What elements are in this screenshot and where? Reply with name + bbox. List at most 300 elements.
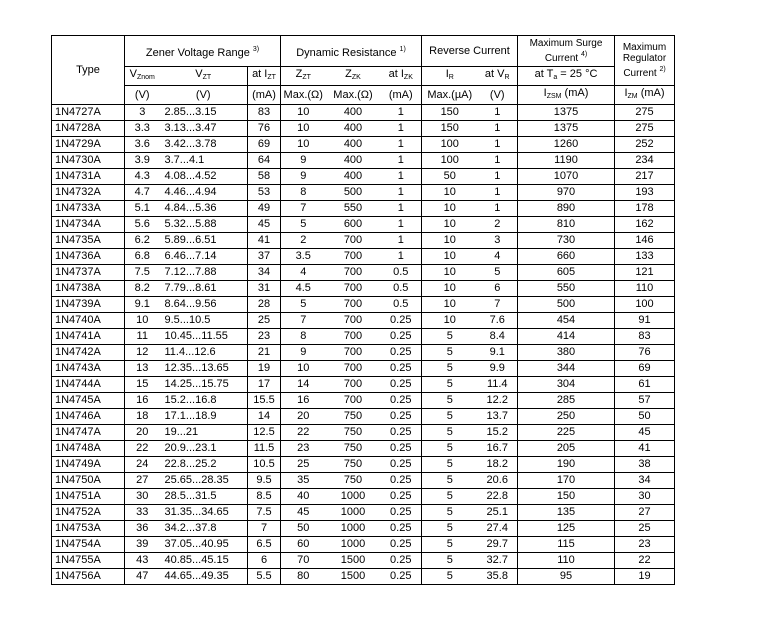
cell-izt: 53 — [248, 185, 281, 201]
cell-izk: 1 — [381, 137, 422, 153]
cell-zzt: 4.5 — [281, 281, 326, 297]
cell-izt: 41 — [248, 233, 281, 249]
cell-vr: 6 — [478, 281, 518, 297]
cell-izm: 19 — [615, 569, 675, 585]
cell-zzk: 400 — [326, 121, 381, 137]
cell-izsm: 110 — [518, 553, 615, 569]
table-row — [52, 153, 675, 169]
cell-type: 1N4749A — [52, 457, 125, 473]
cell-type: 1N4755A — [52, 553, 125, 569]
cell-vr: 12.2 — [478, 393, 518, 409]
cell-vr: 1 — [478, 185, 518, 201]
cell-zzk: 700 — [326, 345, 381, 361]
header-type: Type — [52, 36, 125, 105]
cell-izm: 275 — [615, 121, 675, 137]
cell-vzt-range: 6.46...7.14 — [160, 249, 248, 265]
cell-zzt: 14 — [281, 377, 326, 393]
cell-ir: 10 — [422, 201, 478, 217]
cell-izt: 64 — [248, 153, 281, 169]
cell-zzk: 700 — [326, 249, 381, 265]
cell-izt: 9.5 — [248, 473, 281, 489]
cell-zzt: 10 — [281, 105, 326, 121]
cell-izk: 0.25 — [381, 521, 422, 537]
table-row — [52, 329, 675, 345]
cell-izk: 1 — [381, 249, 422, 265]
cell-zzk: 600 — [326, 217, 381, 233]
cell-vz-nom: 9.1 — [125, 297, 160, 313]
cell-zzt: 45 — [281, 505, 326, 521]
cell-vr: 13.7 — [478, 409, 518, 425]
cell-vzt-range: 40.85...45.15 — [160, 553, 248, 569]
cell-vr: 5 — [478, 265, 518, 281]
cell-vr: 3 — [478, 233, 518, 249]
header-at-izk: at $I_{ZK}$ — [381, 67, 422, 86]
header-at-ta: at $T_a = 25$ °C — [518, 67, 615, 86]
cell-ir: 5 — [422, 345, 478, 361]
cell-izk: 0.25 — [381, 393, 422, 409]
cell-zzk: 750 — [326, 409, 381, 425]
cell-vr: 27.4 — [478, 521, 518, 537]
cell-zzt: 10 — [281, 361, 326, 377]
cell-izk: 0.25 — [381, 473, 422, 489]
cell-vzt-range: 17.1...18.9 — [160, 409, 248, 425]
cell-izt: 15.5 — [248, 393, 281, 409]
cell-izt: 17 — [248, 377, 281, 393]
cell-izsm: 500 — [518, 297, 615, 313]
cell-vr: 35.8 — [478, 569, 518, 585]
cell-vzt-range: 34.2...37.8 — [160, 521, 248, 537]
cell-izk: 0.5 — [381, 265, 422, 281]
cell-ir: 100 — [422, 137, 478, 153]
cell-vr: 32.7 — [478, 553, 518, 569]
cell-izm: 234 — [615, 153, 675, 169]
table-row — [52, 121, 675, 137]
cell-izt: 11.5 — [248, 441, 281, 457]
cell-izt: 6 — [248, 553, 281, 569]
header-ir: $I_R$ — [422, 67, 478, 86]
cell-ir: 5 — [422, 425, 478, 441]
cell-zzk: 750 — [326, 441, 381, 457]
cell-izt: 34 — [248, 265, 281, 281]
cell-zzk: 700 — [326, 313, 381, 329]
table-row — [52, 553, 675, 569]
cell-izt: 6.5 — [248, 537, 281, 553]
cell-vzt-range: 5.32...5.88 — [160, 217, 248, 233]
cell-izk: 0.25 — [381, 425, 422, 441]
cell-izk: 1 — [381, 105, 422, 121]
cell-zzt: 25 — [281, 457, 326, 473]
header-zzt: $Z_{ZT}$ — [281, 67, 326, 86]
cell-zzk: 700 — [326, 393, 381, 409]
cell-vr: 1 — [478, 137, 518, 153]
unit-vr: (V) — [478, 86, 518, 105]
cell-izsm: 150 — [518, 489, 615, 505]
cell-ir: 5 — [422, 489, 478, 505]
unit-izsm: $I_{ZSM}$ (mA) — [518, 86, 615, 105]
cell-izt: 76 — [248, 121, 281, 137]
cell-izm: 133 — [615, 249, 675, 265]
cell-izt: 83 — [248, 105, 281, 121]
cell-vzt-range: 12.35...13.65 — [160, 361, 248, 377]
cell-izm: 162 — [615, 217, 675, 233]
cell-izk: 1 — [381, 153, 422, 169]
cell-izt: 7 — [248, 521, 281, 537]
cell-izt: 14 — [248, 409, 281, 425]
cell-ir: 10 — [422, 249, 478, 265]
cell-zzt: 10 — [281, 121, 326, 137]
zener-spec-table — [51, 35, 675, 585]
cell-izm: 69 — [615, 361, 675, 377]
cell-ir: 150 — [422, 121, 478, 137]
cell-vr: 2 — [478, 217, 518, 233]
cell-izsm: 605 — [518, 265, 615, 281]
cell-type: 1N4731A — [52, 169, 125, 185]
cell-vr: 9.1 — [478, 345, 518, 361]
cell-izk: 0.25 — [381, 505, 422, 521]
cell-vzt-range: 14.25...15.75 — [160, 377, 248, 393]
cell-zzt: 8 — [281, 185, 326, 201]
cell-zzk: 700 — [326, 233, 381, 249]
cell-ir: 5 — [422, 553, 478, 569]
cell-vz-nom: 3.6 — [125, 137, 160, 153]
cell-vr: 9.9 — [478, 361, 518, 377]
cell-zzk: 1500 — [326, 569, 381, 585]
table-row — [52, 361, 675, 377]
cell-izt: 12.5 — [248, 425, 281, 441]
cell-vzt-range: 44.65...49.35 — [160, 569, 248, 585]
cell-zzk: 700 — [326, 265, 381, 281]
table-row — [52, 569, 675, 585]
cell-ir: 10 — [422, 313, 478, 329]
cell-izsm: 344 — [518, 361, 615, 377]
cell-zzk: 750 — [326, 457, 381, 473]
cell-ir: 5 — [422, 569, 478, 585]
cell-izt: 58 — [248, 169, 281, 185]
cell-izt: 19 — [248, 361, 281, 377]
cell-type: 1N4738A — [52, 281, 125, 297]
cell-izsm: 225 — [518, 425, 615, 441]
cell-vzt-range: 8.64...9.56 — [160, 297, 248, 313]
header-zener-voltage-range: Zener Voltage Range $^{3)}$ — [125, 36, 281, 67]
cell-vz-nom: 4.7 — [125, 185, 160, 201]
cell-type: 1N4737A — [52, 265, 125, 281]
table-row — [52, 185, 675, 201]
cell-type: 1N4743A — [52, 361, 125, 377]
table-row — [52, 409, 675, 425]
cell-vr: 7.6 — [478, 313, 518, 329]
cell-vzt-range: 7.12...7.88 — [160, 265, 248, 281]
cell-izm: 45 — [615, 425, 675, 441]
cell-izsm: 170 — [518, 473, 615, 489]
cell-ir: 10 — [422, 233, 478, 249]
table-row — [52, 425, 675, 441]
cell-type: 1N4728A — [52, 121, 125, 137]
cell-vzt-range: 10.45...11.55 — [160, 329, 248, 345]
cell-zzt: 10 — [281, 137, 326, 153]
cell-vz-nom: 39 — [125, 537, 160, 553]
cell-izsm: 810 — [518, 217, 615, 233]
cell-vz-nom: 3.9 — [125, 153, 160, 169]
cell-vr: 20.6 — [478, 473, 518, 489]
cell-zzk: 400 — [326, 169, 381, 185]
cell-izm: 27 — [615, 505, 675, 521]
table-row — [52, 281, 675, 297]
cell-izsm: 285 — [518, 393, 615, 409]
cell-izk: 0.25 — [381, 313, 422, 329]
cell-zzk: 700 — [326, 297, 381, 313]
cell-type: 1N4741A — [52, 329, 125, 345]
cell-type: 1N4750A — [52, 473, 125, 489]
cell-izk: 0.25 — [381, 441, 422, 457]
unit-zzt: Max.(Ω) — [281, 86, 326, 105]
cell-vz-nom: 15 — [125, 377, 160, 393]
table-body — [52, 105, 675, 585]
cell-vr: 29.7 — [478, 537, 518, 553]
cell-zzt: 35 — [281, 473, 326, 489]
table-row — [52, 297, 675, 313]
cell-izsm: 1070 — [518, 169, 615, 185]
unit-izt: (mA) — [248, 86, 281, 105]
cell-type: 1N4747A — [52, 425, 125, 441]
cell-vzt-range: 15.2...16.8 — [160, 393, 248, 409]
cell-zzk: 550 — [326, 201, 381, 217]
cell-izsm: 660 — [518, 249, 615, 265]
cell-type: 1N4746A — [52, 409, 125, 425]
cell-izk: 0.25 — [381, 329, 422, 345]
cell-zzk: 700 — [326, 329, 381, 345]
cell-izm: 193 — [615, 185, 675, 201]
cell-zzt: 23 — [281, 441, 326, 457]
header-reverse-current: Reverse Current — [422, 36, 518, 67]
cell-type: 1N4739A — [52, 297, 125, 313]
cell-izk: 0.25 — [381, 553, 422, 569]
cell-izk: 1 — [381, 121, 422, 137]
cell-izt: 69 — [248, 137, 281, 153]
cell-type: 1N4727A — [52, 105, 125, 121]
cell-izsm: 454 — [518, 313, 615, 329]
cell-vzt-range: 11.4...12.6 — [160, 345, 248, 361]
table-row — [52, 105, 675, 121]
cell-izsm: 730 — [518, 233, 615, 249]
cell-izt: 31 — [248, 281, 281, 297]
cell-izt: 37 — [248, 249, 281, 265]
unit-zzk: Max.(Ω) — [326, 86, 381, 105]
cell-type: 1N4752A — [52, 505, 125, 521]
cell-vz-nom: 5.6 — [125, 217, 160, 233]
cell-izm: 41 — [615, 441, 675, 457]
cell-ir: 5 — [422, 409, 478, 425]
cell-zzk: 400 — [326, 105, 381, 121]
unit-vzt: (V) — [160, 86, 248, 105]
cell-vz-nom: 24 — [125, 457, 160, 473]
cell-izk: 0.25 — [381, 457, 422, 473]
cell-izk: 0.25 — [381, 537, 422, 553]
cell-zzk: 1000 — [326, 521, 381, 537]
cell-izt: 5.5 — [248, 569, 281, 585]
table-row — [52, 489, 675, 505]
cell-zzk: 500 — [326, 185, 381, 201]
cell-ir: 100 — [422, 153, 478, 169]
cell-izm: 23 — [615, 537, 675, 553]
cell-vz-nom: 20 — [125, 425, 160, 441]
cell-ir: 5 — [422, 377, 478, 393]
cell-izk: 0.5 — [381, 281, 422, 297]
cell-izk: 1 — [381, 169, 422, 185]
cell-ir: 5 — [422, 329, 478, 345]
cell-vzt-range: 5.89...6.51 — [160, 233, 248, 249]
cell-izsm: 95 — [518, 569, 615, 585]
cell-izm: 34 — [615, 473, 675, 489]
cell-izsm: 250 — [518, 409, 615, 425]
cell-vzt-range: 7.79...8.61 — [160, 281, 248, 297]
cell-izsm: 1375 — [518, 121, 615, 137]
table-row — [52, 441, 675, 457]
cell-vr: 22.8 — [478, 489, 518, 505]
cell-izm: 110 — [615, 281, 675, 297]
cell-izsm: 1190 — [518, 153, 615, 169]
cell-izm: 252 — [615, 137, 675, 153]
unit-ir: Max.(µA) — [422, 86, 478, 105]
cell-vr: 7 — [478, 297, 518, 313]
cell-izsm: 190 — [518, 457, 615, 473]
cell-vz-nom: 4.3 — [125, 169, 160, 185]
cell-vz-nom: 10 — [125, 313, 160, 329]
cell-ir: 10 — [422, 297, 478, 313]
cell-izsm: 125 — [518, 521, 615, 537]
cell-izk: 0.25 — [381, 489, 422, 505]
cell-vz-nom: 12 — [125, 345, 160, 361]
cell-izk: 0.25 — [381, 345, 422, 361]
cell-vzt-range: 4.46...4.94 — [160, 185, 248, 201]
cell-zzt: 5 — [281, 297, 326, 313]
cell-izsm: 205 — [518, 441, 615, 457]
cell-vz-nom: 3.3 — [125, 121, 160, 137]
cell-ir: 5 — [422, 441, 478, 457]
cell-izk: 0.25 — [381, 361, 422, 377]
cell-izm: 100 — [615, 297, 675, 313]
cell-izm: 61 — [615, 377, 675, 393]
table-row — [52, 521, 675, 537]
table-row — [52, 537, 675, 553]
cell-ir: 10 — [422, 281, 478, 297]
cell-type: 1N4753A — [52, 521, 125, 537]
cell-zzk: 1000 — [326, 537, 381, 553]
header-max-regulator-current: Maximum Regulator Current $^{2)}$ — [615, 36, 675, 86]
cell-izm: 50 — [615, 409, 675, 425]
table-row — [52, 249, 675, 265]
cell-zzt: 5 — [281, 217, 326, 233]
cell-izm: 83 — [615, 329, 675, 345]
cell-type: 1N4748A — [52, 441, 125, 457]
cell-izm: 76 — [615, 345, 675, 361]
cell-type: 1N4736A — [52, 249, 125, 265]
cell-type: 1N4734A — [52, 217, 125, 233]
cell-vz-nom: 33 — [125, 505, 160, 521]
cell-vr: 25.1 — [478, 505, 518, 521]
cell-vr: 4 — [478, 249, 518, 265]
cell-ir: 5 — [422, 521, 478, 537]
cell-zzk: 1000 — [326, 489, 381, 505]
cell-izt: 8.5 — [248, 489, 281, 505]
header-max-surge-current: Maximum Surge Current $^{4)}$ — [518, 36, 615, 67]
cell-izsm: 115 — [518, 537, 615, 553]
cell-zzk: 700 — [326, 361, 381, 377]
cell-vr: 1 — [478, 121, 518, 137]
cell-izt: 45 — [248, 217, 281, 233]
cell-zzt: 80 — [281, 569, 326, 585]
cell-ir: 10 — [422, 217, 478, 233]
cell-vzt-range: 9.5...10.5 — [160, 313, 248, 329]
cell-vz-nom: 6.2 — [125, 233, 160, 249]
cell-vz-nom: 13 — [125, 361, 160, 377]
cell-izt: 28 — [248, 297, 281, 313]
cell-izt: 23 — [248, 329, 281, 345]
cell-zzt: 16 — [281, 393, 326, 409]
table-row — [52, 217, 675, 233]
cell-izsm: 380 — [518, 345, 615, 361]
cell-izk: 0.25 — [381, 377, 422, 393]
cell-izm: 275 — [615, 105, 675, 121]
header-dynamic-resistance: Dynamic Resistance $^{1)}$ — [281, 36, 422, 67]
cell-vr: 18.2 — [478, 457, 518, 473]
cell-vzt-range: 37.05...40.95 — [160, 537, 248, 553]
cell-ir: 5 — [422, 473, 478, 489]
cell-zzt: 70 — [281, 553, 326, 569]
table-row — [52, 393, 675, 409]
cell-type: 1N4740A — [52, 313, 125, 329]
cell-izsm: 1375 — [518, 105, 615, 121]
cell-zzk: 700 — [326, 281, 381, 297]
cell-vr: 1 — [478, 169, 518, 185]
cell-vz-nom: 8.2 — [125, 281, 160, 297]
cell-vr: 16.7 — [478, 441, 518, 457]
cell-izsm: 414 — [518, 329, 615, 345]
cell-zzt: 7 — [281, 313, 326, 329]
cell-zzk: 750 — [326, 473, 381, 489]
cell-vr: 15.2 — [478, 425, 518, 441]
cell-ir: 5 — [422, 505, 478, 521]
cell-ir: 5 — [422, 361, 478, 377]
cell-izt: 7.5 — [248, 505, 281, 521]
table-row — [52, 137, 675, 153]
cell-izsm: 550 — [518, 281, 615, 297]
cell-izsm: 970 — [518, 185, 615, 201]
header-vzt: $V_{ZT}$ — [160, 67, 248, 86]
cell-vz-nom: 6.8 — [125, 249, 160, 265]
header-vz-nom: $V_{Znom}$ — [125, 67, 160, 86]
cell-zzt: 4 — [281, 265, 326, 281]
cell-type: 1N4735A — [52, 233, 125, 249]
cell-vzt-range: 22.8...25.2 — [160, 457, 248, 473]
cell-izm: 25 — [615, 521, 675, 537]
table-header — [52, 36, 675, 105]
cell-izm: 30 — [615, 489, 675, 505]
table-row — [52, 473, 675, 489]
cell-zzt: 20 — [281, 409, 326, 425]
cell-izk: 0.25 — [381, 569, 422, 585]
cell-vzt-range: 2.85...3.15 — [160, 105, 248, 121]
cell-zzt: 40 — [281, 489, 326, 505]
cell-ir: 5 — [422, 537, 478, 553]
cell-izk: 1 — [381, 233, 422, 249]
cell-zzt: 50 — [281, 521, 326, 537]
cell-izsm: 304 — [518, 377, 615, 393]
cell-ir: 50 — [422, 169, 478, 185]
cell-izm: 217 — [615, 169, 675, 185]
cell-izm: 121 — [615, 265, 675, 281]
cell-ir: 5 — [422, 457, 478, 473]
cell-vzt-range: 3.13...3.47 — [160, 121, 248, 137]
